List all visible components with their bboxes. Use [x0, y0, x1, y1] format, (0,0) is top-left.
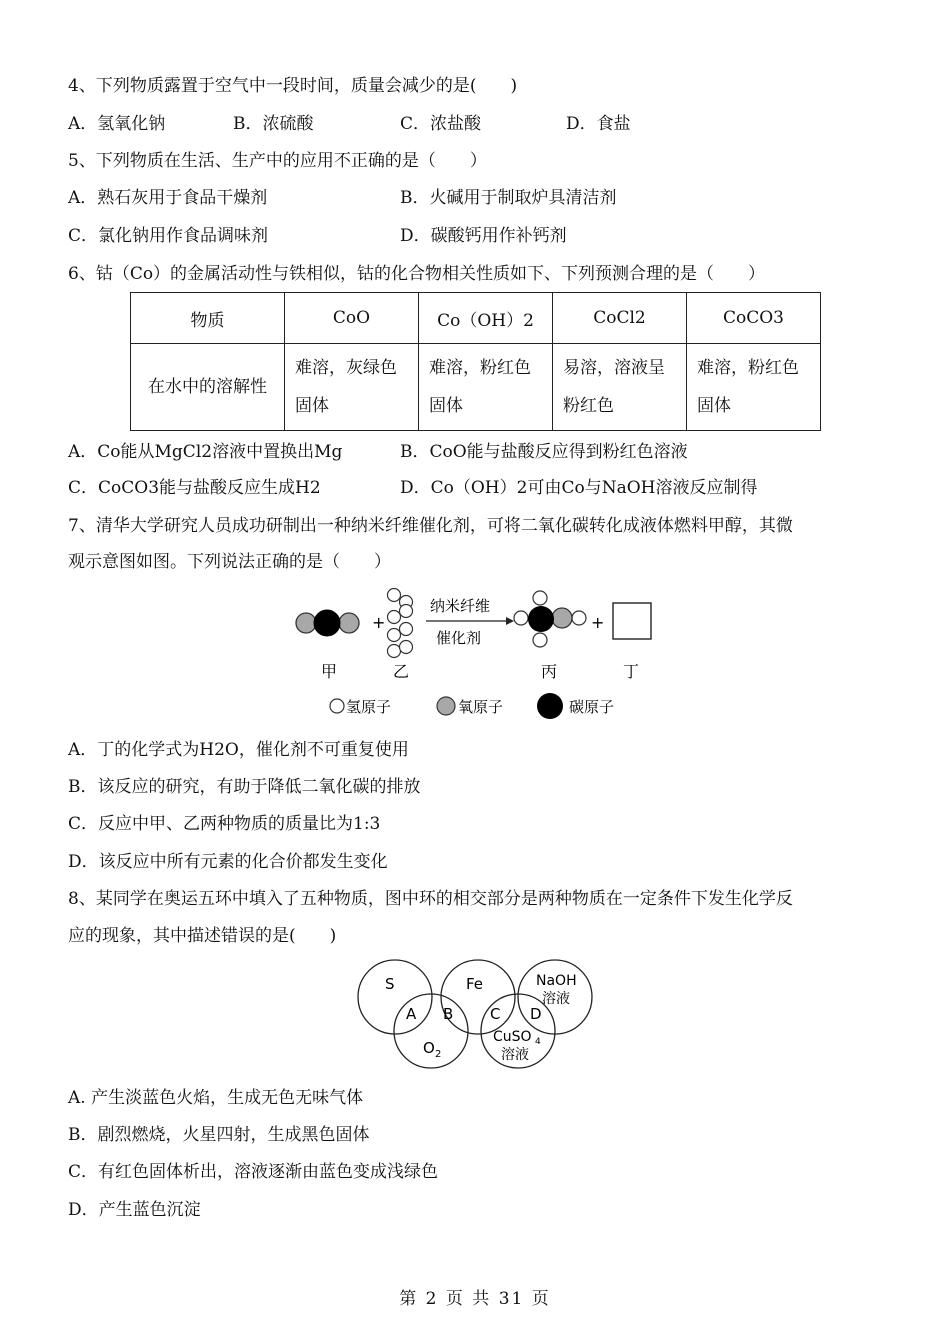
q8-option-d: D．产生蓝色沉淀 — [68, 1200, 201, 1220]
intersection-a: A — [406, 1005, 417, 1023]
ring-label-o2: O — [423, 1039, 435, 1057]
page-footer: 第 2 页 共 31 页 — [399, 1289, 551, 1309]
table-cell-cooh2: 难溶，粉红色固体 — [419, 344, 553, 431]
q6-option-b: B．CoO能与盐酸反应得到粉红色溶液 — [400, 442, 688, 462]
intersection-c: C — [490, 1005, 501, 1023]
q4-option-d: D．食盐 — [566, 114, 631, 134]
label-jia: 甲 — [321, 662, 338, 681]
table-header-cocl2: CoCl2 — [553, 293, 687, 344]
q4-option-c: C．浓盐酸 — [400, 114, 482, 134]
q8-option-c: C．有红色固体析出，溶液逐渐由蓝色变成浅绿色 — [68, 1162, 439, 1182]
intersection-d: D — [530, 1005, 542, 1023]
q5-option-c: C．氯化钠用作食品调味剂 — [68, 226, 269, 246]
q7-option-c: C．反应中甲、乙两种物质的质量比为1:3 — [68, 814, 381, 834]
q8-stem-line1: 8、某同学在奥运五环中填入了五种物质，图中环的相交部分是两种物质在一定条件下发生化学反 — [68, 889, 793, 909]
q6-stem: 6、钴（Co）的金属活动性与铁相似，钴的化合物相关性质如下、下列预测合理的是（ ） — [68, 264, 766, 284]
catalyst-label-top: 纳米纤维 — [430, 597, 491, 615]
q7-option-a: A．丁的化学式为H2O，催化剂不可重复使用 — [68, 740, 409, 760]
plus-sign: + — [591, 613, 605, 632]
q7-stem-line2: 观示意图如图。下列说法正确的是（ ） — [68, 552, 391, 572]
table-cell-coco3: 难溶，粉红色固体 — [687, 344, 821, 431]
ring-label-s: S — [385, 975, 395, 993]
ring-label-fe: Fe — [466, 975, 484, 993]
oxygen-atom — [296, 613, 316, 633]
q6-option-a: A．Co能从MgCl2溶液中置换出Mg — [68, 442, 343, 462]
cobalt-properties-table — [130, 292, 821, 431]
plus-sign: + — [372, 613, 386, 632]
hydrogen-molecules — [388, 589, 413, 658]
olympic-rings-diagram — [350, 955, 600, 1070]
ring-label-cuso4-solution: 溶液 — [501, 1047, 529, 1063]
ring-label-o2-subscript: 2 — [435, 1049, 442, 1060]
legend-hydrogen: 氢原子 — [346, 698, 392, 716]
carbon-legend-icon — [537, 693, 563, 719]
catalyst-label-bottom: 催化剂 — [436, 629, 482, 647]
q7-option-b: B．该反应的研究，有助于降低二氧化碳的排放 — [68, 777, 421, 797]
unknown-product-box — [613, 603, 651, 639]
ring-label-cuso4-subscript: 4 — [535, 1037, 541, 1047]
q4-stem: 4、下列物质露置于空气中一段时间，质量会减少的是( ) — [68, 76, 518, 96]
table-header-substance: 物质 — [131, 293, 285, 344]
q8-option-b: B．剧烈燃烧，火星四射，生成黑色固体 — [68, 1125, 370, 1145]
q5-option-a: A．熟石灰用于食品干燥剂 — [68, 188, 268, 208]
table-header-cooh2: Co（OH）2 — [419, 293, 553, 344]
q5-option-b: B．火碱用于制取炉具清洁剂 — [400, 188, 617, 208]
table-cell-cocl2: 易溶，溶液呈粉红色 — [553, 344, 687, 431]
methanol-molecule — [514, 591, 586, 647]
label-bing: 丙 — [541, 662, 558, 681]
ring-label-naoh: NaOH — [536, 973, 577, 989]
q7-stem-line1: 7、清华大学研究人员成功研制出一种纳米纤维催化剂，可将二氧化碳转化成液体燃料甲醇，其微 — [68, 516, 793, 536]
oxygen-atom — [339, 613, 359, 633]
reaction-diagram — [280, 585, 670, 725]
q5-option-d: D．碳酸钙用作补钙剂 — [400, 226, 567, 246]
table-header-coo: CoO — [285, 293, 419, 344]
table-header-coco3: CoCO3 — [687, 293, 821, 344]
table-row-label: 在水中的溶解性 — [131, 344, 285, 431]
q8-stem-line2: 应的现象，其中描述错误的是( ) — [68, 926, 337, 946]
ring-label-cuso4: CuSO — [493, 1029, 532, 1045]
q6-option-c: C．CoCO3能与盐酸反应生成H2 — [68, 478, 321, 498]
q4-option-a: A．氢氧化钠 — [68, 114, 166, 134]
carbon-atom — [314, 610, 340, 636]
q8-option-a: A. 产生淡蓝色火焰，生成无色无味气体 — [68, 1088, 364, 1108]
intersection-b: B — [443, 1005, 454, 1023]
q7-option-d: D．该反应中所有元素的化合价都发生变化 — [68, 852, 388, 872]
table-cell-coo: 难溶，灰绿色固体 — [285, 344, 419, 431]
arrow-head-icon — [506, 617, 514, 625]
hydrogen-legend-icon — [330, 699, 344, 713]
oxygen-legend-icon — [437, 697, 455, 715]
legend-oxygen: 氧原子 — [458, 698, 504, 716]
legend-carbon: 碳原子 — [569, 698, 615, 716]
ring-label-naoh-solution: 溶液 — [542, 991, 570, 1007]
q6-option-d: D．Co（OH）2可由Co与NaOH溶液反应制得 — [400, 478, 758, 498]
label-ding: 丁 — [623, 662, 640, 681]
q5-stem: 5、下列物质在生活、生产中的应用不正确的是（ ） — [68, 151, 487, 171]
label-yi: 乙 — [393, 662, 410, 681]
q4-option-b: B．浓硫酸 — [233, 114, 314, 134]
